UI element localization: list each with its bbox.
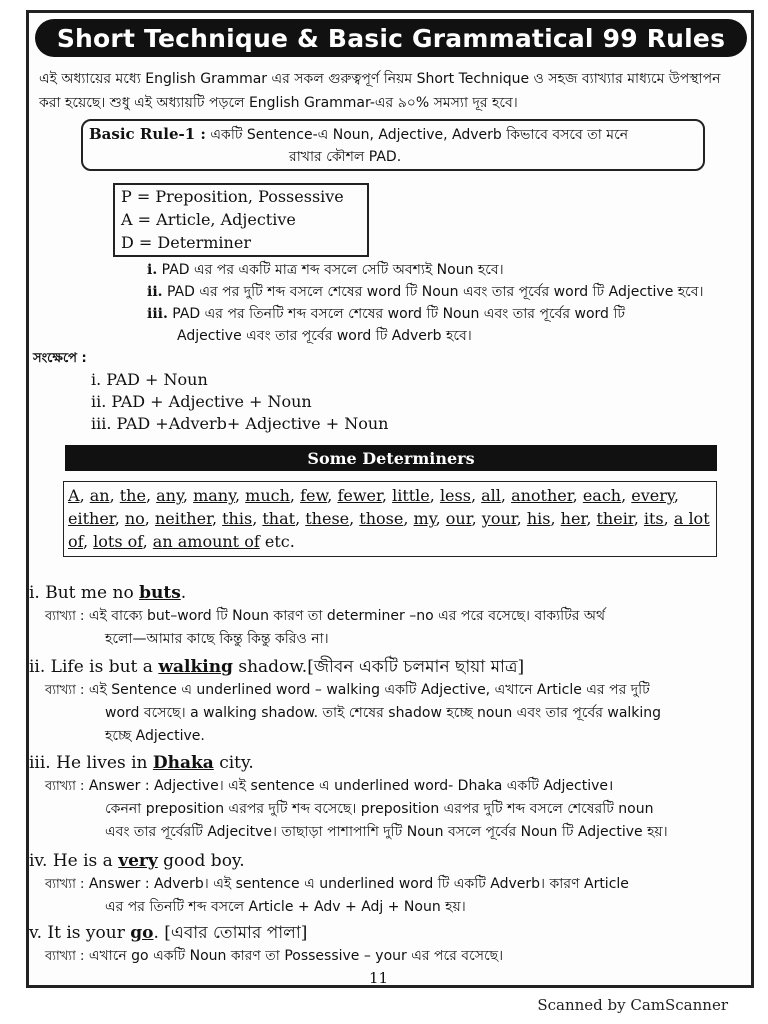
pad-line-d: D = Determiner [121,233,251,252]
question-text: v. It is your [29,923,131,943]
pad-point-3-continued: Adjective এবং তার পূর্বের word টি Adverb হবে। [177,328,472,344]
question-text: . [এবার তোমার পালা] [153,923,308,943]
question-text: ii. Life is but a [29,657,159,677]
example-question [29,921,753,945]
example-explanation [29,605,753,651]
intro-paragraph: এই অধ্যায়ের মধ্যে English Grammar এর সকল গুরুত্বপূর্ণ নিয়ম Short Technique ও সহজ ব্যাখ্যার মাধ্যমে উপস্থাপন করা হয়েছে। শুধু এই অধ্যায়টি পড়লে English Grammar-এর ৯০% সমস্যা দূর হবে। [39,71,721,111]
example-explanation [29,679,753,748]
determiner-word: few [300,486,328,505]
underlined-word: very [118,851,158,871]
pad-rule-points [147,259,757,347]
example-5 [29,921,753,968]
question-text: i. But me no [29,583,140,603]
point-number: i. [147,262,158,278]
pad-point-2 [147,281,757,303]
question-text: iii. He lives in [29,753,153,773]
question-text: shadow.[জীবন একটি চলমান ছায়া মাত্র] [232,657,525,677]
explanation-line: এর পর তিনটি শব্দ বসলে Article + Adv + Adj + Noun হয়। [105,899,466,915]
determiner-word: a lot of [68,509,710,551]
example-2 [29,655,753,748]
determiner-word: less [439,486,471,505]
page-title: Short Technique & Basic Grammatical 99 Rules [56,23,726,53]
determiner-word: their [596,509,634,528]
determiner-word: the [119,486,146,505]
pad-line-a: A = Article, Adjective [121,210,296,229]
explanation-line: word বসেছে। a walking shadow. তাই শেষের shadow হচ্ছে noun এবং তার পূর্বের walking [105,705,662,721]
summary-label: সংক্ষেপে : [33,351,87,366]
summary-list [91,369,388,435]
explanation-label: ব্যাখ্যা : [45,779,85,794]
determiners-tail: etc. [264,532,295,551]
point-text: PAD এর পর একটি মাত্র শব্দ বসলে সেটি অবশ্যই Noun হবে। [161,262,504,278]
example-explanation [29,945,753,968]
pad-definition-box [113,183,369,257]
rule-text-line-2: রাখার কৌশল PAD. [289,149,402,165]
explanation-line: এখানে go একটি Noun কারণ তা Possessive – your এর পরে বসেছে। [88,948,504,964]
title-banner [35,19,747,57]
determiner-word: this [222,509,253,528]
determiner-word: those [359,509,404,528]
summary-item: ii. PAD + Adjective + Noun [91,392,312,411]
determiners-box [63,481,717,557]
example-explanation [29,775,753,844]
example-question [29,751,753,775]
determiner-word: each [582,486,622,505]
underlined-word: buts [139,583,181,603]
question-text: iv. He is a [29,851,119,871]
determiner-word: every [631,486,674,505]
explanation-line: এবং তার পূর্বেরটি Adjecitve। তাছাড়া পাশাপাশি দুটি Noun বসলে পূর্বের Noun টি Adjective হয়। [105,824,668,840]
determiner-word: either [68,509,115,528]
document-page [26,10,754,988]
point-number: iii. [147,306,168,322]
determiner-word: her [560,509,587,528]
rule-label: Basic Rule-1 : [89,125,206,143]
example-explanation [29,873,753,919]
explanation-line: Answer : Adverb। এই sentence এ underlined word টি একটি Adverb। কারণ Article [88,876,629,892]
determiner-word: another [511,486,573,505]
page-number: 11 [369,969,389,987]
determiner-word: its [643,509,664,528]
explanation-line: এই Sentence এ underlined word – walking একটি Adjective, এখানে Article এর পর দুটি [88,682,650,698]
determiner-word: much [245,486,290,505]
determiner-word: that [262,509,296,528]
example-4 [29,849,753,919]
basic-rule-box [81,119,705,171]
determiner-word: my [413,509,436,528]
determiner-word: no [124,509,145,528]
rule-text-line-1: একটি Sentence-এ Noun, Adjective, Adverb কিভাবে বসবে তা মনে [210,127,629,143]
example-3 [29,751,753,844]
explanation-line: Answer : Adjective। এই sentence এ underlined word- Dhaka একটি Adjective। [88,778,614,794]
question-text: . [180,583,187,603]
underlined-word: walking [158,657,233,677]
underlined-word: Dhaka [152,753,214,773]
determiner-word: any [156,486,183,505]
determiner-word: neither [154,509,212,528]
explanation-label: ব্যাখ্যা : [45,949,85,964]
pad-point-3 [147,303,757,325]
determiner-word: A [68,486,80,505]
point-text: PAD এর পর তিনটি শব্দ বসলে শেষের word টি Noun এবং তার পূর্বের word টি [172,306,626,322]
underlined-word: go [130,923,154,943]
example-question [29,849,753,873]
determiners-banner [65,445,717,471]
determiner-word: an amount of [152,532,260,551]
determiner-word: all [481,486,501,505]
question-text: city. [213,753,254,773]
determiner-word: many [193,486,235,505]
example-question [29,581,753,605]
determiner-word: his [526,509,551,528]
determiner-word: our [445,509,472,528]
determiner-word: fewer [337,486,382,505]
pad-point-1 [147,259,757,281]
explanation-line: এই বাক্যে but–word টি Noun কারণ তা determiner –no এর পরে বসেছে। বাক্যটির অর্থ [88,608,606,624]
determiners-title: Some Determiners [301,449,480,468]
determiner-word: little [392,486,430,505]
determiners-list: A, an, the, any, many, much, few, fewer, little, less, all, another, each, every, either, no, neither, this, that, these, those, my, our, your, his, her, their, its, a lot of, lots of, an amount of [68,486,710,551]
explanation-line: হচ্ছে Adjective. [105,728,205,744]
question-text: good boy. [157,851,245,871]
pad-line-p: P = Preposition, Possessive [121,187,344,206]
scanner-watermark: Scanned by CamScanner [537,996,728,1014]
determiner-word: lots of [93,532,143,551]
determiner-word: these [305,509,350,528]
summary-item: i. PAD + Noun [91,370,208,389]
point-number: ii. [147,284,163,300]
explanation-line: কেননা preposition এরপর দুটি শব্দ বসেছে। preposition এরপর দুটি শব্দ বসলে শেষেরটি noun [105,801,654,817]
explanation-label: ব্যাখ্যা : [45,683,85,698]
example-question [29,655,753,679]
explanation-line: হলো—আমার কাছে কিন্তু কিন্তু করিও না। [105,631,329,647]
point-text: PAD এর পর দুটি শব্দ বসলে শেষের word টি Noun এবং তার পূর্বের word টি Adjective হবে। [166,284,704,300]
determiner-word: your [481,509,517,528]
determiner-word: an [89,486,110,505]
explanation-label: ব্যাখ্যা : [45,877,85,892]
summary-item: iii. PAD +Adverb+ Adjective + Noun [91,414,389,433]
example-1 [29,581,753,651]
explanation-label: ব্যাখ্যা : [45,609,85,624]
